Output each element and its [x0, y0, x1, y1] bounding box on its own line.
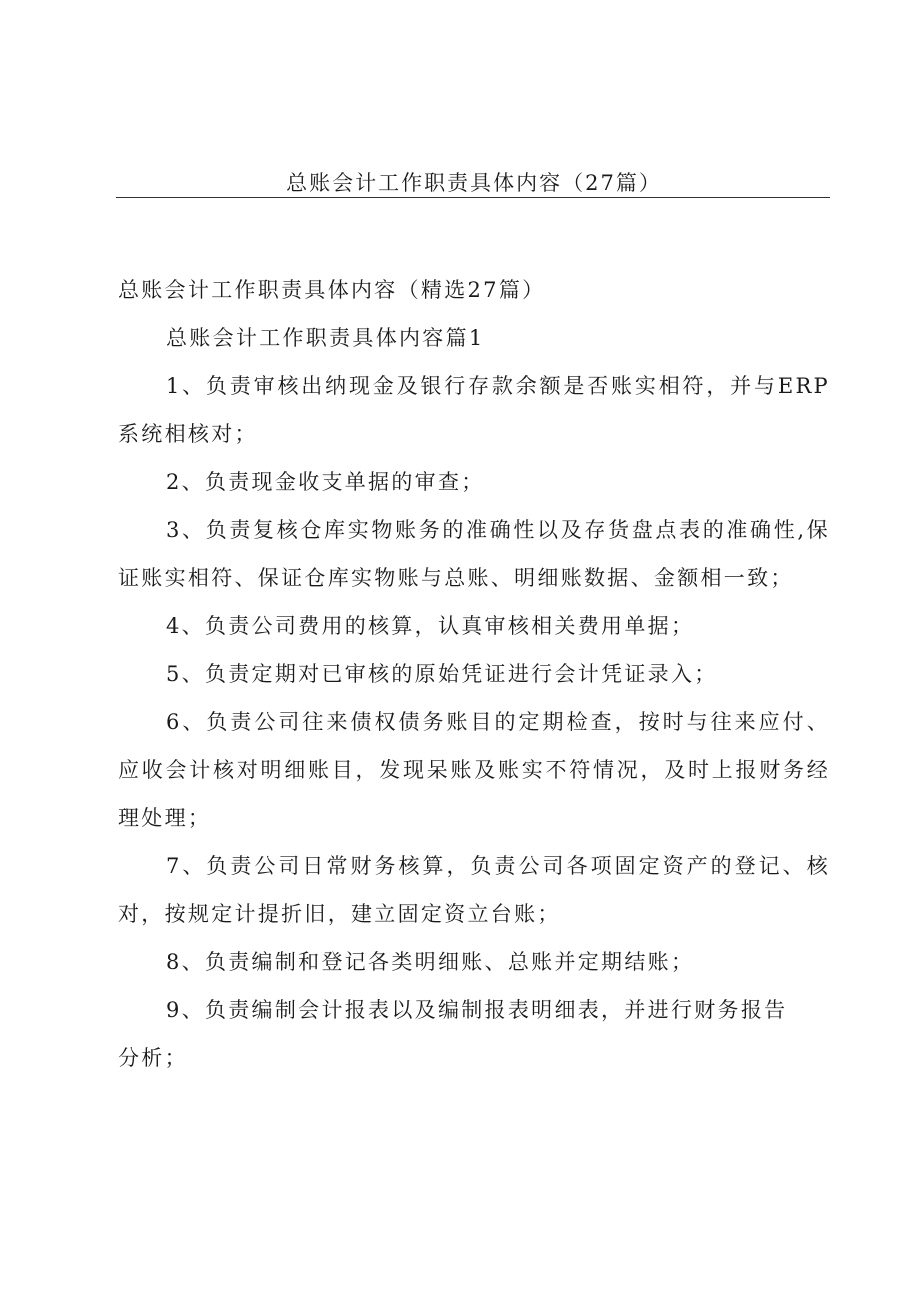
list-item: 4、负责公司费用的核算，认真审核相关费用单据； — [166, 614, 695, 638]
document-body — [118, 266, 830, 1082]
document-title: 总账会计工作职责具体内容（27篇） — [286, 171, 662, 195]
list-item: 7、负责公司日常财务核算，负责公司各项固定资产的登记、核对，按规定计提折旧，建立固定资立台账； — [118, 854, 830, 926]
document-subtitle: 总账会计工作职责具体内容（精选27篇） — [118, 278, 546, 302]
title-underline — [116, 197, 830, 198]
list-item: 1、负责审核出纳现金及银行存款余额是否账实相符，并与ERP系统相核对； — [118, 374, 830, 446]
list-item: 3、负责复核仓库实物账务的准确性以及存货盘点表的准确性,保证账实相符、保证仓库实物账与总账、明细账数据、金额相一致； — [118, 518, 830, 590]
list-item: 2、负责现金收支单据的审查； — [166, 470, 485, 494]
list-item: 5、负责定期对已审核的原始凭证进行会计凭证录入； — [166, 662, 718, 686]
list-item: 6、负责公司往来债权债务账目的定期检查，按时与往来应付、应收会计核对明细账目，发现呆账及账实不符情况，及时上报财务经理处理； — [118, 710, 830, 830]
trailing-text: 分析； — [118, 1046, 188, 1070]
list-item: 8、负责编制和登记各类明细账、总账并定期结账； — [166, 950, 695, 974]
section-heading: 总账会计工作职责具体内容篇1 — [166, 326, 485, 350]
list-item: 9、负责编制会计报表以及编制报表明细表，并进行财务报告 — [166, 998, 788, 1022]
